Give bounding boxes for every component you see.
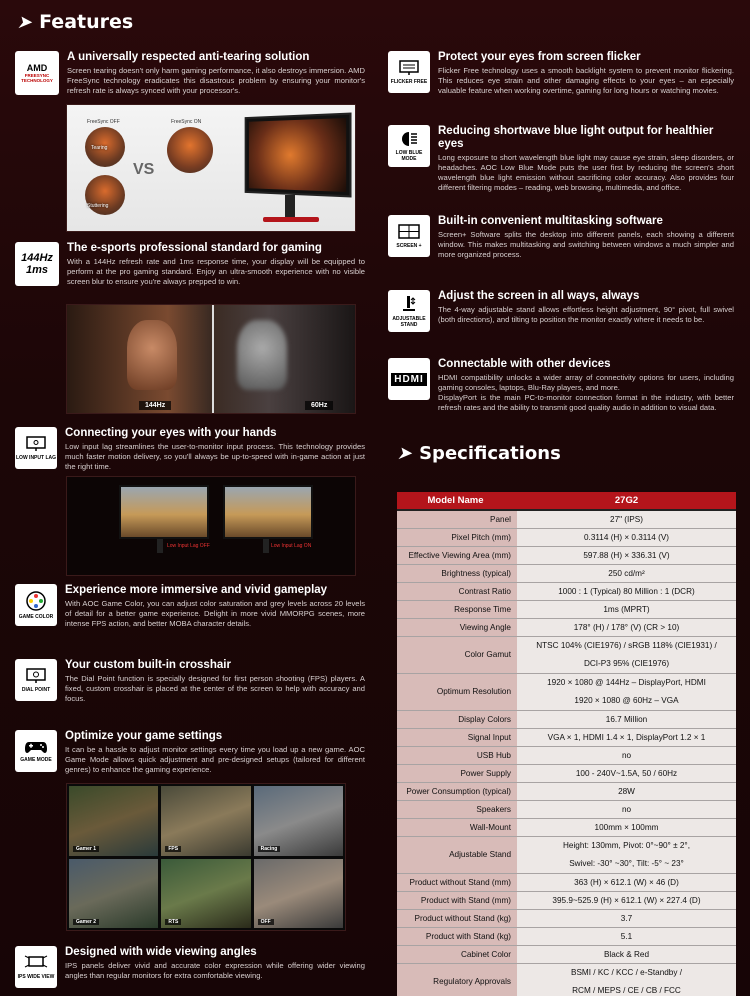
spec-row bbox=[397, 673, 736, 710]
spec-key: Adjustable Stand bbox=[397, 836, 517, 873]
spec-value-line: 100mm × 100mm bbox=[594, 822, 659, 832]
spec-row bbox=[397, 582, 736, 600]
spec-row bbox=[397, 873, 736, 891]
game-mode-tag: FPS bbox=[165, 846, 181, 852]
spec-key: USB Hub bbox=[397, 746, 517, 764]
spec-value-line: 0.3114 (H) × 0.3114 (V) bbox=[583, 532, 670, 542]
screen-plus-icon bbox=[388, 215, 430, 257]
spec-key: Color Gamut bbox=[397, 636, 517, 673]
icon-label: LOW BLUE MODE bbox=[395, 150, 423, 162]
game-mode-tile bbox=[69, 786, 158, 856]
spec-value bbox=[517, 728, 736, 746]
game-mode-tile bbox=[161, 859, 250, 929]
spec-key: Viewing Angle bbox=[397, 618, 517, 636]
feature-title: Protect your eyes from screen flicker bbox=[438, 51, 641, 63]
1ms-icon-text: 1ms bbox=[25, 264, 49, 276]
spec-value bbox=[517, 764, 736, 782]
feature-body: Flicker Free technology uses a smooth backlight system to prevent monitor flickering. This reduces eye strain and other damaging effects to your eyes – an especially valuable feature when working overtime, gaming for long hours or watching movies. bbox=[438, 66, 734, 95]
feature-body: IPS panels deliver vivid and accurate color expression while offering wider viewing angles than regular monitors for extra comfortable viewing. bbox=[65, 961, 365, 980]
feature-screen-plus bbox=[388, 215, 734, 260]
144hz-1ms-icon bbox=[15, 242, 59, 286]
spec-value bbox=[517, 636, 736, 673]
feature-title: Connectable with other devices bbox=[438, 358, 611, 370]
game-mode-grid-image bbox=[66, 783, 346, 931]
spec-row bbox=[397, 618, 736, 636]
game-mode-tile bbox=[254, 786, 343, 856]
feature-body: With AOC Game Color, you can adjust color saturation and grey levels across 20 levels of detail for a better game experience. Delight in more vivid MMORPG scenes, more intense FPS action, and better MOBA character details. bbox=[65, 599, 365, 628]
feature-game-color bbox=[15, 584, 365, 629]
stuttering-sample-image bbox=[85, 175, 125, 215]
boxer-left-image bbox=[127, 320, 177, 390]
feature-title: Built-in convenient multitasking software bbox=[438, 215, 663, 227]
spec-value-line: 1ms (MPRT) bbox=[603, 604, 650, 614]
feature-title: The e-sports professional standard for gaming bbox=[67, 242, 322, 254]
game-mode-tag: RTS bbox=[165, 919, 181, 925]
spec-value bbox=[517, 528, 736, 546]
feature-adjustable-stand bbox=[388, 290, 734, 332]
lag-off-label: Low Input Lag OFF bbox=[167, 543, 210, 549]
feature-body: The 4-way adjustable stand allows effortless height adjustment, 90° pivot, full swivel (both directions), and tilting to position the monitor exactly where it needs to be. bbox=[438, 305, 734, 324]
spec-row bbox=[397, 510, 736, 528]
spec-value bbox=[517, 800, 736, 818]
icon-label: SCREEN + bbox=[396, 243, 422, 249]
spec-value-line: VGA × 1, HDMI 1.4 × 1, DisplayPort 1.2 × 1 bbox=[547, 732, 706, 742]
lag-on-screen bbox=[223, 485, 313, 539]
spec-key: Brightness (typical) bbox=[397, 564, 517, 582]
spec-header-model: 27G2 bbox=[517, 492, 736, 510]
spec-row bbox=[397, 818, 736, 836]
spec-row bbox=[397, 546, 736, 564]
feature-body: Long exposure to short wavelength blue light may cause eye strain, sleep disorders, or headaches. AOC Low Blue Mode puts the user first by reducing the screen's short wavelength blue light emission without sacrificing color accuracy. Also provides four different filtering modes – reading, web browsing, multimedia, and office. bbox=[438, 153, 734, 192]
feature-title: A universally respected anti-tearing solution bbox=[67, 51, 310, 63]
spec-value bbox=[517, 600, 736, 618]
arrow-icon: ➤ bbox=[395, 443, 416, 464]
144hz-vs-60hz-image bbox=[66, 304, 356, 414]
spec-row bbox=[397, 564, 736, 582]
monitor-stand-base bbox=[263, 217, 319, 222]
game-mode-tag: Gamer 2 bbox=[73, 919, 99, 925]
game-mode-icon bbox=[15, 730, 57, 772]
amd-freesync-icon bbox=[15, 51, 59, 95]
feature-low-blue-mode bbox=[388, 125, 734, 193]
feature-body: Low input lag streamlines the user-to-monitor input process. This technology provides much faster motion delivery, so you'll always be up-to-speed with in-game action at just the right time. bbox=[65, 442, 365, 471]
icon-label: GAME MODE bbox=[20, 757, 52, 763]
spec-value-line: 16.7 Million bbox=[605, 714, 648, 724]
spec-key: Optimum Resolution bbox=[397, 673, 517, 710]
spec-value-line: 1920 × 1080 @ 60Hz – VGA bbox=[574, 695, 679, 705]
spec-value-line: NTSC 104% (CIE1976) / sRGB 118% (CIE1931) / bbox=[536, 640, 717, 650]
lag-on-label: Low Input Lag ON bbox=[271, 543, 312, 549]
spec-value bbox=[517, 836, 736, 873]
spec-key: Power Consumption (typical) bbox=[397, 782, 517, 800]
features-heading bbox=[15, 11, 134, 33]
low-blue-mode-icon bbox=[388, 125, 430, 167]
icon-label: GAME COLOR bbox=[18, 614, 54, 620]
freesync-comparison-image bbox=[66, 104, 356, 232]
spec-value-line: 1000 : 1 (Typical) 80 Million : 1 (DCR) bbox=[558, 586, 695, 596]
spec-row bbox=[397, 528, 736, 546]
split-divider bbox=[212, 305, 214, 414]
feature-wide-viewing bbox=[15, 946, 365, 988]
spec-value bbox=[517, 963, 736, 996]
spec-value bbox=[517, 818, 736, 836]
144hz-icon-text: 144Hz bbox=[21, 252, 53, 264]
spec-value-line: DCI-P3 95% (CIE1976) bbox=[583, 658, 670, 668]
spec-key: Power Supply bbox=[397, 764, 517, 782]
spec-value-line: 100 - 240V~1.5A, 50 / 60Hz bbox=[575, 768, 678, 778]
spec-row bbox=[397, 909, 736, 927]
hdmi-logo-text: HDMI bbox=[391, 373, 427, 386]
stuttering-label: Stuttering bbox=[87, 203, 109, 209]
flicker-free-icon bbox=[388, 51, 430, 93]
feature-body: With a 144Hz refresh rate and 1ms response time, your display will be equipped to perform at the pro gaming standard. Enjoy an ultra-smooth experience with no visible screen blur to ensure you're always prepped to win. bbox=[67, 257, 365, 286]
feature-body: HDMI compatibility unlocks a wider array of connectivity options for users, including gaming consoles, laptops, Blu-Ray players, and more. DisplayPort is the main PC-to-monitor connection format in the industry, with better refresh rates and the ability to transmit good quality audio in addition to visual data. bbox=[438, 373, 734, 412]
spec-row bbox=[397, 728, 736, 746]
144hz-tag: 144Hz bbox=[139, 401, 171, 410]
icon-label: IPS WIDE VIEW bbox=[17, 974, 55, 980]
spec-value bbox=[517, 564, 736, 582]
spec-value-line: 27" (IPS) bbox=[610, 514, 643, 524]
feature-title: Experience more immersive and vivid gameplay bbox=[65, 584, 328, 596]
features-heading-text: Features bbox=[39, 11, 134, 33]
spec-value bbox=[517, 782, 736, 800]
icon-label: ADJUSTABLE STAND bbox=[392, 316, 426, 328]
spec-key: Effective Viewing Area (mm) bbox=[397, 546, 517, 564]
spec-key: Regulatory Approvals bbox=[397, 963, 517, 996]
freesync-on-label: FreeSync ON bbox=[171, 119, 202, 125]
spec-key: Contrast Ratio bbox=[397, 582, 517, 600]
spec-key: Display Colors bbox=[397, 710, 517, 728]
spec-key: Product with Stand (kg) bbox=[397, 927, 517, 945]
feature-title: Adjust the screen in all ways, always bbox=[438, 290, 640, 302]
spec-row bbox=[397, 636, 736, 673]
spec-value-line: Black & Red bbox=[603, 949, 650, 959]
feature-144hz bbox=[15, 242, 365, 287]
feature-title: Your custom built-in crosshair bbox=[65, 659, 231, 671]
spec-key: Panel bbox=[397, 510, 517, 528]
spec-value-line: 250 cd/m² bbox=[608, 568, 645, 578]
boxer-right-image bbox=[237, 320, 287, 390]
icon-label: DIAL POINT bbox=[21, 687, 51, 693]
spec-header-key: Model Name bbox=[397, 492, 517, 510]
spec-value-line: 3.7 bbox=[620, 913, 633, 923]
spec-value bbox=[517, 746, 736, 764]
vs-label: VS bbox=[133, 161, 155, 178]
spec-key: Product with Stand (mm) bbox=[397, 891, 517, 909]
spec-value-line: no bbox=[621, 750, 632, 760]
specifications-heading bbox=[395, 443, 561, 464]
feature-flicker-free bbox=[388, 51, 734, 96]
low-input-lag-image bbox=[66, 476, 356, 576]
spec-value-line: 597.88 (H) × 336.31 (V) bbox=[583, 550, 670, 560]
monitor-stand-neck bbox=[285, 195, 295, 219]
spec-value-line: 28W bbox=[618, 786, 635, 796]
spec-header-row bbox=[397, 492, 736, 510]
spec-row bbox=[397, 746, 736, 764]
hdmi-icon bbox=[388, 358, 430, 400]
spec-row bbox=[397, 764, 736, 782]
spec-row bbox=[397, 710, 736, 728]
spec-value-line: 363 (H) × 612.1 (W) × 46 (D) bbox=[574, 877, 679, 887]
specifications-table bbox=[397, 492, 736, 996]
game-color-icon bbox=[15, 584, 57, 626]
icon-label: LOW INPUT LAG bbox=[16, 455, 56, 461]
60hz-tag: 60Hz bbox=[305, 401, 333, 410]
game-mode-tag: Gamer 1 bbox=[73, 846, 99, 852]
spec-row bbox=[397, 800, 736, 818]
spec-value-line: 395.9~525.9 (H) × 612.1 (W) × 227.4 (D) bbox=[552, 895, 701, 905]
arrow-icon: ➤ bbox=[15, 11, 36, 33]
spec-key: Product without Stand (mm) bbox=[397, 873, 517, 891]
feature-title: Connecting your eyes with your hands bbox=[65, 427, 277, 439]
low-input-lag-icon bbox=[15, 427, 57, 469]
game-mode-tile bbox=[161, 786, 250, 856]
feature-dial-point bbox=[15, 659, 365, 704]
spec-row bbox=[397, 600, 736, 618]
spec-key: Product without Stand (kg) bbox=[397, 909, 517, 927]
icon-label: FLICKER FREE bbox=[390, 79, 428, 85]
freesync-off-label: FreeSync OFF bbox=[87, 119, 120, 125]
spec-value bbox=[517, 510, 736, 528]
spec-value-line: Height: 130mm, Pivot: 0°~90° ± 2°, bbox=[563, 840, 690, 850]
spec-value-line: 5.1 bbox=[620, 931, 633, 941]
dial-point-icon bbox=[15, 659, 57, 701]
game-mode-tile bbox=[254, 859, 343, 929]
feature-body: Screen tearing doesn't only harm gaming performance, it also destroys immersion. AMD FreeSync technology eradicates this disastrous problem by ensuring your monitor's refresh rate is always synced with your processor's. bbox=[67, 66, 365, 95]
monitor-image bbox=[245, 113, 352, 198]
spec-key: Cabinet Color bbox=[397, 945, 517, 963]
spec-value bbox=[517, 909, 736, 927]
spec-value bbox=[517, 927, 736, 945]
adjustable-stand-icon bbox=[388, 290, 430, 332]
spec-key: Pixel Pitch (mm) bbox=[397, 528, 517, 546]
feature-title: Reducing shortwave blue light output for healthier eyes bbox=[438, 125, 714, 150]
spec-key: Response Time bbox=[397, 600, 517, 618]
ips-wide-view-icon bbox=[15, 946, 57, 988]
spec-row bbox=[397, 963, 736, 996]
spec-value-line: 1920 × 1080 @ 144Hz – DisplayPort, HDMI bbox=[547, 677, 706, 687]
spec-value-line: RCM / MEPS / CE / CB / FCC bbox=[572, 985, 681, 995]
spec-row bbox=[397, 782, 736, 800]
spec-row bbox=[397, 927, 736, 945]
game-mode-tile bbox=[69, 859, 158, 929]
feature-freesync bbox=[15, 51, 365, 96]
spec-key: Speakers bbox=[397, 800, 517, 818]
freesync-on-sample-image bbox=[167, 127, 213, 173]
feature-game-mode bbox=[15, 730, 365, 775]
feature-title: Optimize your game settings bbox=[65, 730, 223, 742]
spec-value bbox=[517, 710, 736, 728]
feature-body: Screen+ Software splits the desktop into different panels, each showing a different window. This makes multitasking and switching between windows a much simpler and more organized process. bbox=[438, 230, 734, 259]
spec-value bbox=[517, 582, 736, 600]
spec-row bbox=[397, 891, 736, 909]
spec-value bbox=[517, 891, 736, 909]
spec-value bbox=[517, 546, 736, 564]
feature-body: The Dial Point function is specially designed for first person shooting (FPS) players. A fixed, custom crosshair is placed at the center of the screen to help with accuracy and focus. bbox=[65, 674, 365, 703]
spec-value bbox=[517, 945, 736, 963]
spec-value bbox=[517, 873, 736, 891]
spec-key: Signal Input bbox=[397, 728, 517, 746]
amd-logo-text: AMD bbox=[26, 63, 48, 73]
lag-off-screen bbox=[119, 485, 209, 539]
spec-value-line: Swivel: -30° ~30°, Tilt: -5° ~ 23° bbox=[569, 858, 684, 868]
spec-value-line: 178° (H) / 178° (V) (CR > 10) bbox=[573, 622, 680, 632]
spec-value-line: no bbox=[621, 804, 632, 814]
spec-row bbox=[397, 945, 736, 963]
game-mode-tag: OFF bbox=[258, 919, 274, 925]
spec-row bbox=[397, 836, 736, 873]
spec-key: Wall-Mount bbox=[397, 818, 517, 836]
specifications-heading-text: Specifications bbox=[419, 443, 561, 464]
feature-body: It can be a hassle to adjust monitor settings every time you load up a new game. AOC Game Mode allows quick adjustment and pre-designed setups (tailored for different genres) to enhance the gaming experience. bbox=[65, 745, 365, 774]
freesync-logo-text: FREESYNC TECHNOLOGY bbox=[21, 73, 53, 83]
spec-value-line: BSMI / KC / KCC / e-Standby / bbox=[570, 967, 683, 977]
feature-title: Designed with wide viewing angles bbox=[65, 946, 257, 958]
spec-value bbox=[517, 673, 736, 710]
feature-low-input-lag bbox=[15, 427, 365, 472]
spec-value bbox=[517, 618, 736, 636]
game-mode-tag: Racing bbox=[258, 846, 281, 852]
tearing-label: Tearing bbox=[91, 145, 108, 151]
feature-connectivity bbox=[388, 358, 734, 413]
